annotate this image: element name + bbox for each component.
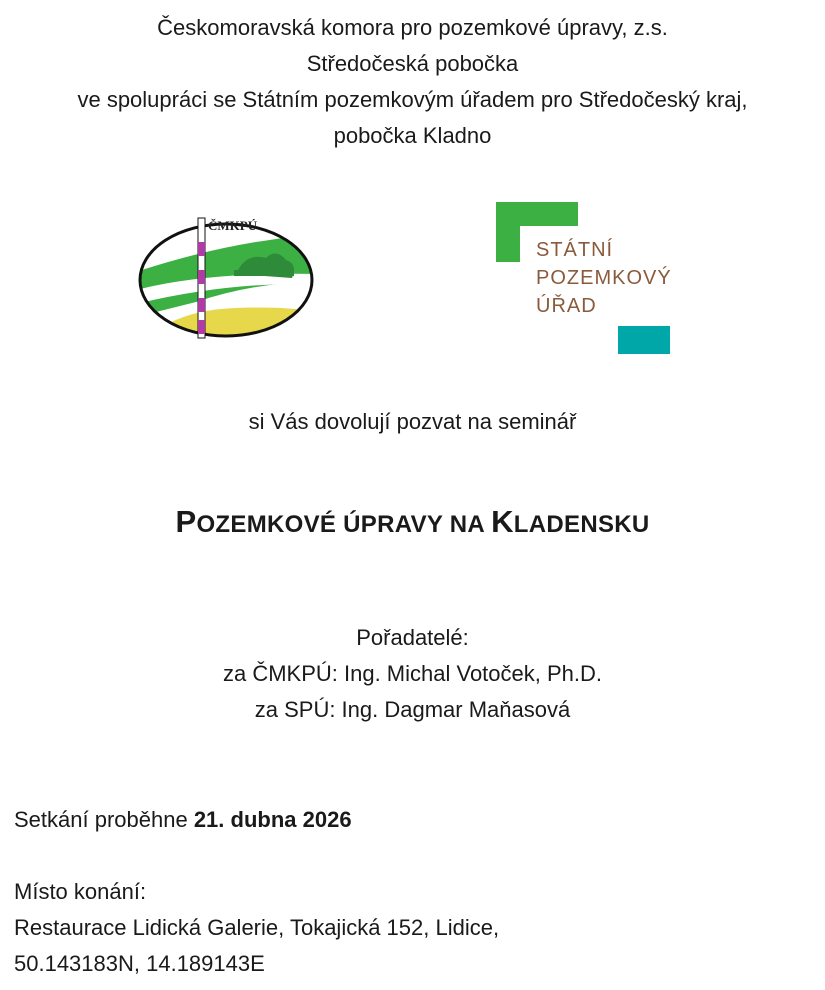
spu-text-line-2: POZEMKOVÝ [536,267,672,289]
organizers-heading: Pořadatelé: [356,625,469,650]
venue-address: Restaurace Lidická Galerie, Tokajická 152, Lidice, [14,915,500,940]
invitation-text: si Vás dovolují pozvat na seminář [248,409,577,434]
meeting-prefix: Setkání proběhne [14,807,194,832]
venue-heading: Místo konání: [14,879,147,904]
organizer-spu: za SPÚ: Ing. Dagmar Maňasová [254,697,571,722]
header-line-1: Českomoravská komora pro pozemkové úpravy, z.s. [157,15,668,40]
spu-teal-block [618,326,670,354]
organizer-header [0,10,825,154]
venue-coordinates: 50.143183N, 14.189143E [14,951,265,976]
spu-logo [494,200,674,356]
venue-block [14,874,499,982]
meeting-date-line [14,802,352,838]
seminar-title [0,500,825,547]
header-line-3: ve spolupráci se Státním pozemkovým úřadem pro Středočeský kraj, [77,87,748,112]
header-line-4: pobočka Kladno [333,123,492,148]
title-cap-k: K [491,504,514,539]
spu-text-line-3: ÚŘAD [536,295,597,317]
organizer-cmkpu: za ČMKPÚ: Ing. Michal Votoček, Ph.D. [222,661,603,686]
cmkpu-logo [136,212,316,340]
title-rest-1: OZEMKOVÉ ÚPRAVY NA [196,511,492,538]
spu-text-line-1: STÁTNÍ [536,239,614,261]
title-cap-p: P [175,504,197,539]
header-line-2: Středočeská pobočka [306,51,519,76]
cmkpu-logo-text: ČMKPÚ [208,218,258,233]
meeting-date: 21. dubna 2026 [193,807,352,832]
title-rest-2: LADENSKU [513,511,650,538]
organizers-block [0,620,825,728]
